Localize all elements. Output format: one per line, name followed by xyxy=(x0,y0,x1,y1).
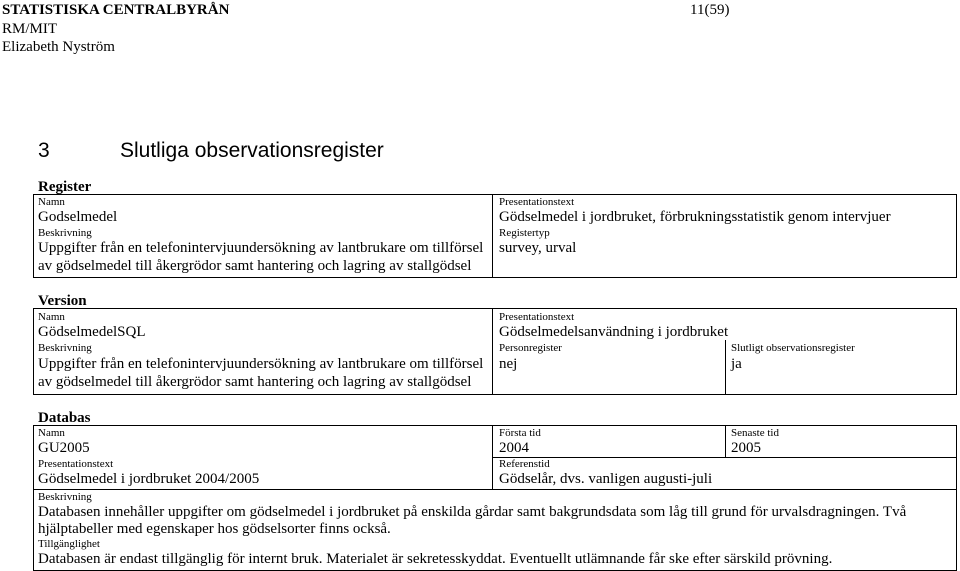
organization-name: STATISTISKA CENTRALBYRÅN xyxy=(2,2,230,18)
database-first-time: 2004 xyxy=(499,440,529,456)
database-presentation-label: Presentationstext xyxy=(38,458,114,470)
department: RM/MIT xyxy=(2,21,58,37)
version-person-register-label: Personregister xyxy=(499,342,562,354)
database-table xyxy=(33,425,957,571)
register-presentation: Gödselmedel i jordbruket, förbrukningsstatistik genom intervjuer xyxy=(499,209,891,225)
database-description-line1: Databasen innehåller uppgifter om gödselmedel i jordbruket på enskilda gårdar samt bakgrundsdata som låg till grund för urvalsdragningen. Två xyxy=(38,504,907,520)
register-name: Godselmedel xyxy=(38,209,118,225)
database-heading: Databas xyxy=(38,410,91,426)
database-last-time-label: Senaste tid xyxy=(731,427,779,439)
version-heading: Version xyxy=(38,293,87,309)
database-divider-2 xyxy=(725,425,726,457)
version-description-line2: av gödselmedel till åkergrödor samt hantering och lagring av stallgödsel xyxy=(38,374,472,390)
register-description-label: Beskrivning xyxy=(38,227,92,239)
database-description-line2: hjälptabeller med egenskaper hos gödselsorter finns också. xyxy=(38,521,391,537)
register-type-label: Registertyp xyxy=(499,227,550,239)
version-divider xyxy=(492,308,493,395)
version-final-register: ja xyxy=(731,356,742,372)
register-type: survey, urval xyxy=(499,240,577,256)
database-reference-label: Referenstid xyxy=(499,458,550,470)
version-presentation-label: Presentationstext xyxy=(499,311,575,323)
version-description-line1: Uppgifter från en telefonintervjuundersökning av lantbrukare om tillförsel xyxy=(38,356,484,372)
database-availability: Databasen är endast tillgänglig för internt bruk. Materialet är sekretesskyddat. Eventuellt utlämnande får ske efter särskild prövning. xyxy=(38,551,833,567)
chapter-title: Slutliga observationsregister xyxy=(120,139,384,162)
version-person-register: nej xyxy=(499,356,518,372)
register-divider xyxy=(492,194,493,278)
database-first-time-label: Första tid xyxy=(499,427,541,439)
chapter-number: 3 xyxy=(38,139,50,162)
chapter-heading xyxy=(38,139,384,163)
version-name-label: Namn xyxy=(38,311,65,323)
version-divider-2 xyxy=(725,340,726,395)
database-last-time: 2005 xyxy=(731,440,761,456)
register-heading: Register xyxy=(38,179,92,195)
database-description-label: Beskrivning xyxy=(38,491,92,503)
register-description-line2: av gödselmedel till åkergrödor samt hantering och lagring av stallgödsel xyxy=(38,258,472,274)
database-rule xyxy=(492,457,957,458)
register-description-line1: Uppgifter från en telefonintervjuundersökning av lantbrukare om tillförsel xyxy=(38,240,484,256)
database-availability-label: Tillgänglighet xyxy=(38,538,100,550)
database-rule-2 xyxy=(33,489,957,490)
page-number: 11(59) xyxy=(690,2,730,18)
author: Elizabeth Nyström xyxy=(2,39,115,55)
database-name-label: Namn xyxy=(38,427,65,439)
register-name-label: Namn xyxy=(38,196,65,208)
version-name: GödselmedelSQL xyxy=(38,324,146,340)
database-presentation: Gödselmedel i jordbruket 2004/2005 xyxy=(38,471,260,487)
database-reference: Gödselår, dvs. vanligen augusti-juli xyxy=(499,471,713,487)
version-description-label: Beskrivning xyxy=(38,342,92,354)
database-name: GU2005 xyxy=(38,440,90,456)
register-presentation-label: Presentationstext xyxy=(499,196,575,208)
version-presentation: Gödselmedelsanvändning i jordbruket xyxy=(499,324,729,340)
version-final-register-label: Slutligt observationsregister xyxy=(731,342,855,354)
